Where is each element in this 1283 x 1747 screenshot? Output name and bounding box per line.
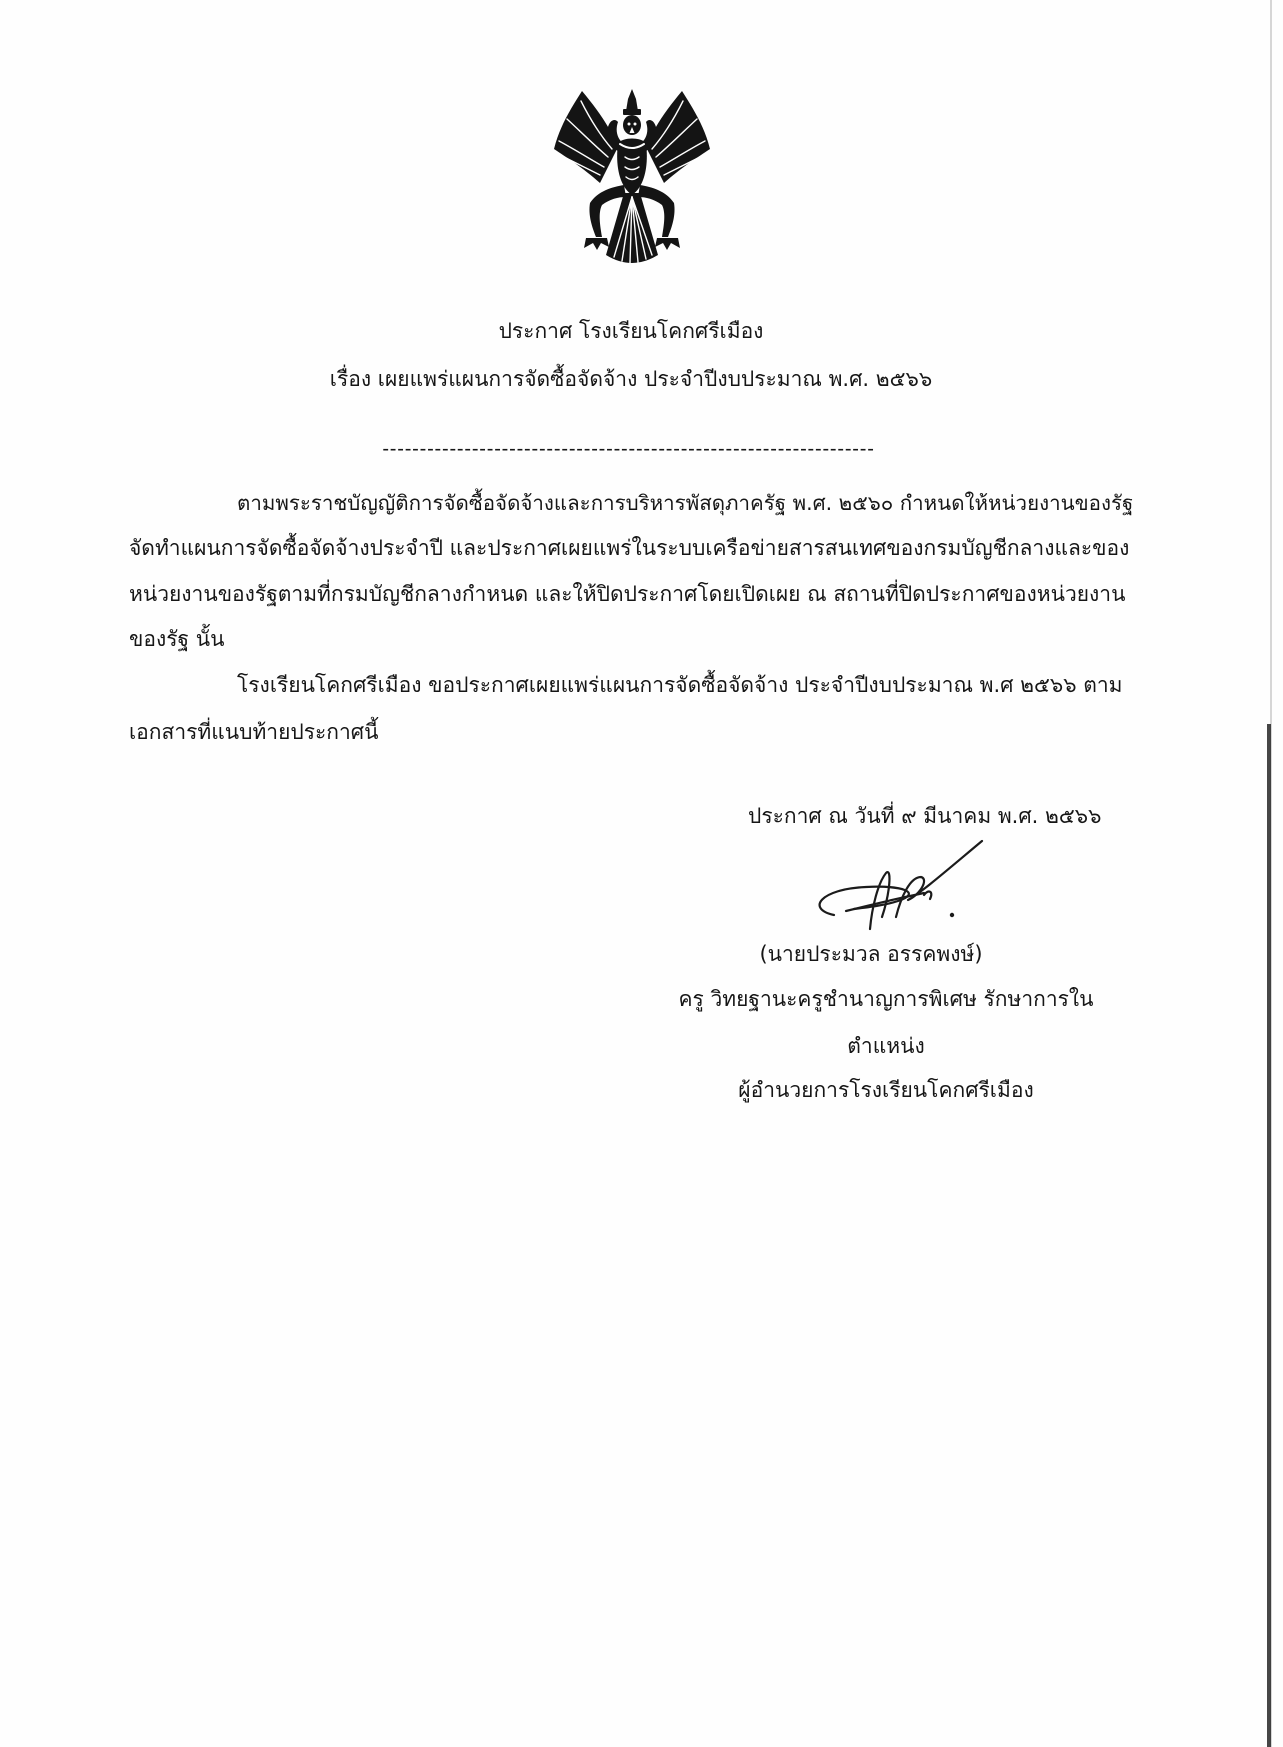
signatory-position: ครู วิทยฐานะครูชำนาญการพิเศษ รักษาการใน	[678, 987, 1094, 1011]
garuda-emblem-icon	[551, 87, 713, 267]
announcement-title: ประกาศ โรงเรียนโคกศรีเมือง	[498, 319, 764, 343]
handwritten-signature-icon	[800, 835, 1000, 935]
paragraph-line: เอกสารที่แนบท้ายประกาศนี้	[129, 720, 379, 744]
paragraph-line: หน่วยงานของรัฐตามที่กรมบัญชีกลางกำหนด และให้ปิดประกาศโดยเปิดเผย ณ สถานที่ปิดประกาศของหน่วยงาน	[129, 582, 1126, 606]
announcement-subject: เรื่อง เผยแพร่แผนการจัดซื้อจัดจ้าง ประจำปีงบประมาณ พ.ศ. ๒๕๖๖	[329, 367, 933, 391]
header-separator: ------------------------------------------------------------------	[382, 438, 875, 460]
paragraph-line: จัดทำแผนการจัดซื้อจัดจ้างประจำปี และประกาศเผยแพร่ในระบบเครือข่ายสารสนเทศของกรมบัญชีกลางและของ	[129, 536, 1130, 560]
signatory-position: ผู้อำนวยการโรงเรียนโคกศรีเมือง	[738, 1078, 1034, 1102]
announcement-date: ประกาศ ณ วันที่ ๙ มีนาคม พ.ศ. ๒๕๖๖	[748, 804, 1102, 828]
signatory-name: (นายประมวล อรรคพงษ์)	[759, 942, 983, 966]
signatory-position: ตำแหน่ง	[847, 1034, 925, 1058]
scan-edge-line	[1267, 724, 1271, 1747]
paragraph-line: โรงเรียนโคกศรีเมือง ขอประกาศเผยแพร่แผนการจัดซื้อจัดจ้าง ประจำปีงบประมาณ พ.ศ ๒๕๖๖ ตาม	[237, 673, 1123, 697]
paragraph-line: ตามพระราชบัญญัติการจัดซื้อจัดจ้างและการบริหารพัสดุภาครัฐ พ.ศ. ๒๕๖๐ กำหนดให้หน่วยงานของรัฐ	[237, 491, 1134, 515]
paragraph-line: ของรัฐ นั้น	[129, 627, 225, 651]
